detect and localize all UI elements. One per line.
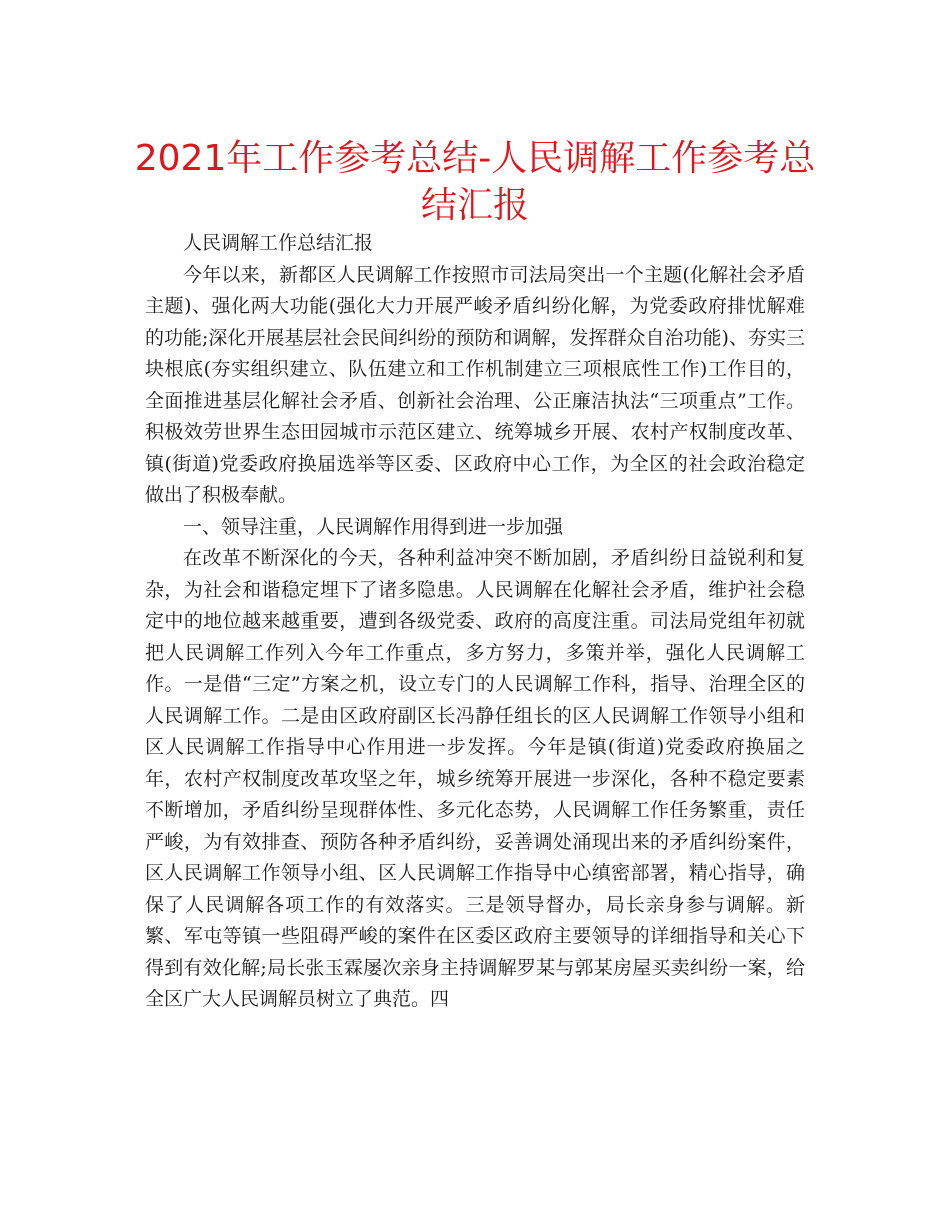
paragraph-intro: 今年以来，新都区人民调解工作按照市司法局突出一个主题(化解社会矛盾主题)、强化两大功能(强化大力开展严峻矛盾纠纷化解，为党委政府排忧解难的功能;深化开展基层社会民间纠纷的预防和调解，发挥群众自治功能)、夯实三块根底(夯实组织建立、队伍建立和工作机制建立三项根底性工作)工作目的，全面推进基层化解社会矛盾、创新社会治理、公正廉洁执法“三项重点”工作。积极效劳世界生态田园城市示范区建立、统筹城乡开展、农村产权制度改革、镇(街道)党委政府换届选举等区委、区政府中心工作，为全区的社会政治稳定做出了积极奉献。	[145, 263, 805, 506]
document-title: 2021年工作参考总结-人民调解工作参考总结汇报	[134, 138, 816, 226]
paragraph-section-one: 在改革不断深化的今天，各种利益冲突不断加剧，矛盾纠纷日益锐利和复杂，为社会和谐稳定埋下了诸多隐患。人民调解在化解社会矛盾，维护社会稳定中的地位越来越重要，遭到各级党委、政府的高度注重。司法局党组年初就把人民调解工作列入今年工作重点，多方努力，多策并举，强化人民调解工作。一是借“三定”方案之机，设立专门的人民调解工作科，指导、治理全区的人民调解工作。二是由区政府副区长冯静任组长的区人民调解工作领导小组和区人民调解工作指导中心作用进一步发挥。今年是镇(街道)党委政府换届之年，农村产权制度改革攻坚之年，城乡统筹开展进一步深化，各种不稳定要素不断增加，矛盾纠纷呈现群体性、多元化态势，人民调解工作任务繁重，责任严峻，为有效排查、预防各种矛盾纠纷，妥善调处涌现出来的矛盾纠纷案件，区人民调解工作领导小组、区人民调解工作指导中心缜密部署，精心指导，确保了人民调解各项工作的有效落实。三是领导督办，局长亲身参与调解。新繁、军屯等镇一些阻碍严峻的案件在区委区政府主要领导的详细指导和关心下得到有效化解;局长张玉霖屡次亲身主持调解罗某与郭某房屋买卖纠纷一案，给全区广大人民调解员树立了典范。四	[145, 547, 805, 1010]
section-heading: 一、领导注重，人民调解作用得到进一步加强	[183, 515, 564, 538]
document-subtitle: 人民调解工作总结汇报	[183, 232, 374, 254]
document-body	[145, 228, 805, 1016]
